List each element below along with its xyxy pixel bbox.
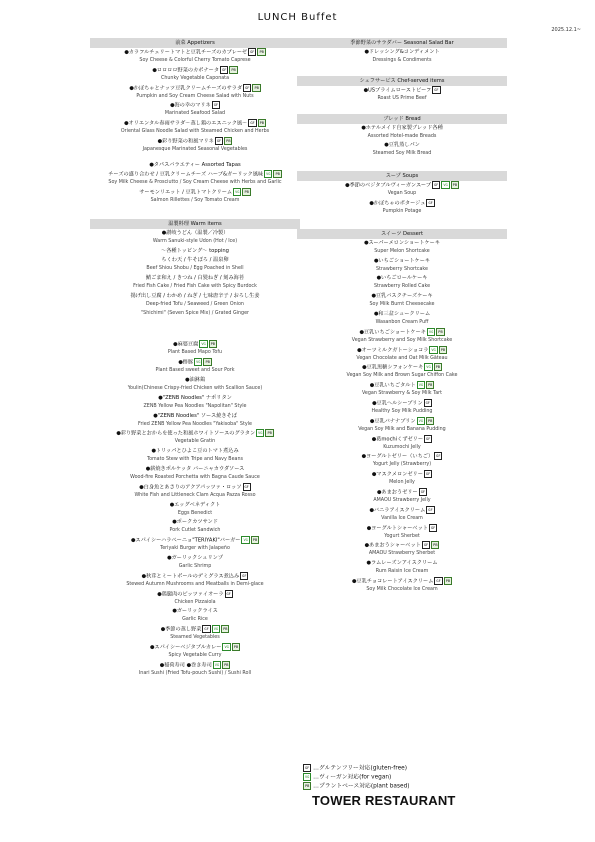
soup-item-name [297, 199, 507, 208]
udon-item-name [90, 292, 300, 301]
brand-logo-text: TOWER RESTAURANT [312, 793, 456, 808]
warm-item-name [90, 643, 300, 652]
warm-item-en: Steamed Vegetables [170, 635, 220, 641]
warm-item-jp: ●鶏腿肉のピッツァイオーラ [157, 591, 224, 598]
warm-item-name [90, 607, 300, 616]
udon-item-name [90, 247, 300, 256]
soup-item-en: Vegan Soup [387, 191, 417, 197]
appetizer-item-name [90, 48, 300, 57]
dessert-item-jp: ●オーツミルクガトーショコラ [356, 347, 429, 354]
bread-item-jp: ●豆乳蒸しパン [384, 142, 420, 149]
dessert-item-en: Healthy Soy Milk Pudding [371, 408, 433, 414]
vegan-icon: VG [258, 431, 263, 436]
warm-item-en: Vegetable Gratin [174, 439, 216, 445]
warm-item-name [90, 661, 300, 670]
tapas-item-en: Soy Milk Cheese & Prosciutto / Soy Cream Cheese with Herbs and Garlic [108, 179, 282, 185]
dessert-item-jp: ●豆乳ヘルシープリン [372, 400, 423, 407]
warm-item-name [90, 625, 300, 634]
chef-item-en: Roast US Prime Beef [377, 95, 427, 101]
appetizer-item-en: Soy Cheese & Colorful Cherry Tomato Caprese [139, 58, 251, 63]
soup-item-name [297, 181, 507, 190]
dessert-item-jp: ●豆乳バナナプリン [369, 418, 416, 425]
vegan-icon: VG [235, 189, 240, 194]
dessert-item-en: Soy Milk Chocolate Ice Cream [366, 586, 438, 592]
dessert-item-jp: ●あまおうゼリー [376, 489, 418, 496]
plant-based-icon: PB [452, 183, 457, 188]
appetizer-item-jp: ●彩り野菜の和風マリネ [157, 138, 214, 145]
warm-item-jp: ●薪焼きポルケッタ バーニャカウダソース [145, 465, 245, 472]
vegan-icon: VG [243, 538, 248, 543]
dessert-item-name [297, 381, 507, 390]
dessert-item-jp: ●葛mochiくずゼリー [371, 436, 424, 443]
dessert-item-en: Yogurt Jelly (Strawberry) [372, 462, 432, 468]
warm-item-jp: ●麻婆豆腐 [173, 341, 199, 348]
bread-item-en: Steamed Soy Milk Bread [372, 151, 432, 157]
warm-item-jp: ●スパイシーハラペーニョ"TERIYAKI"バーガー [130, 537, 241, 544]
udon-item-jp: ～各種トッピング～ topping [161, 248, 229, 255]
gluten-free-icon: GF [222, 67, 227, 72]
warm-item-name [90, 447, 300, 456]
spacer [90, 318, 300, 340]
udon-item-name [90, 256, 300, 265]
left-column [90, 38, 300, 679]
soup-item-en: Pumpkin Potage [382, 208, 422, 214]
gluten-free-icon: GF [204, 627, 209, 632]
gluten-free-icon: GF [426, 436, 431, 441]
udon-item-jp: ちくわ天 / 牛そぼろ / 温泉卵 [161, 257, 229, 264]
warm-item-jp: ●季節の蒸し野菜 [160, 626, 202, 633]
dessert-item-name [297, 274, 507, 283]
udon-item-en: Fried Fish Cake / Fried Fish Cake with Spicy Burdock [133, 283, 257, 289]
dessert-item-name [297, 524, 507, 533]
dessert-item-jp: ●豆乳いちごショートケーキ [359, 329, 426, 336]
page-title: LUNCH Buffet [257, 12, 338, 23]
warm-item-jp: ●トリッパとひよこ豆のトマト煮込み [151, 448, 239, 455]
appetizer-item-en: Japanesque Marinated Seasonal Vegetables [142, 146, 248, 152]
spacer [297, 159, 507, 171]
section-header-dessert: スイーツ Dessert [297, 229, 507, 239]
plant-based-icon: PB [438, 329, 443, 334]
gluten-free-icon: GF [428, 200, 433, 205]
dessert-item-en: Strawberry Rolled Cake [373, 284, 431, 290]
gluten-free-icon: GF [434, 183, 439, 188]
gluten-free-icon: GF [244, 484, 249, 489]
warm-item-en: Tomato Stew with Tripe and Navy Beans [146, 457, 244, 463]
dessert-item-name [297, 435, 507, 444]
udon-item-jp: 鯖ごま和え / きつね / 白髪ねぎ / 刻み海苔 [145, 274, 245, 281]
gluten-free-icon: GF [226, 591, 231, 596]
warm-item-en: Garlic Shrimp [178, 563, 212, 569]
warm-item-en: Wood-fire Roasted Porchetta with Bagna Caude Sauce [130, 474, 260, 480]
warm-item-name [90, 590, 300, 599]
appetizer-item-jp: ●カラフルチェリートマトと豆乳チーズのカプレーゼ [124, 49, 248, 56]
gluten-free-icon: GF [245, 85, 250, 90]
vegan-icon: VG [196, 360, 201, 365]
chef-item-name [297, 86, 507, 95]
dessert-item-jp: ●マスクメロンゼリー [371, 471, 423, 478]
warm-item-jp: ●ガーリックライス [172, 608, 218, 615]
spacer [90, 205, 300, 219]
bread-item-name [297, 141, 507, 150]
udon-item-en: Deep-fried Tofu / Seaweed / Green Onion [146, 301, 244, 307]
dessert-item-name [297, 292, 507, 301]
plant-based-icon: PB [223, 627, 228, 632]
dessert-item-jp: ●バニラアイスクリーム [369, 507, 426, 514]
tapas-item-jp: チーズの盛り合わせ / 豆乳クリームチーズ ハーブ&ガーリック風味 [108, 171, 264, 178]
warm-item-jp: ●白身魚とあさりのアクアパッツァ・ロッソ [139, 484, 242, 491]
spacer [297, 217, 507, 229]
plant-based-icon: PB [435, 365, 440, 370]
gluten-free-icon: GF [305, 766, 310, 770]
plant-based-icon: PB [244, 189, 249, 194]
plant-based-icon: PB [210, 342, 215, 347]
warm-item-name [90, 501, 300, 510]
dessert-item-jp: ●ラムレーズンアイスクリーム [366, 560, 438, 567]
warm-item-en: Spicy Vegetable Curry [168, 652, 222, 658]
plant-based-icon: PB [427, 418, 433, 423]
dessert-item-en: Wasanbon Cream Puff [375, 319, 429, 325]
warm-item-name [90, 572, 300, 581]
dessert-item-name [297, 452, 507, 461]
dessert-item-name [297, 363, 507, 372]
dessert-item-name [297, 541, 507, 550]
warm-item-jp: ●油淋鶏 [184, 376, 206, 383]
warm-item-en: White Fish and Littleneck Clam Acqua Pazza Rosso [134, 492, 256, 498]
right-column [297, 38, 507, 595]
dessert-item-jp: ●スーパーメロンショートケーキ [363, 239, 441, 246]
dessert-item-name [297, 346, 507, 355]
vegan-icon: VG [418, 383, 424, 388]
tapas-item-name [90, 188, 300, 197]
plant-based-icon: PB [259, 50, 264, 54]
warm-item-en: Plant Based sweet and Sour Pork [155, 368, 235, 374]
warm-item-name [90, 483, 300, 492]
plant-based-icon: PB [233, 644, 239, 649]
udon-item-en: "Shichimi" (Seven Spice Mix) / Grated Ginger [140, 310, 250, 316]
gluten-free-icon: GF [434, 87, 439, 92]
appetizer-item-name [90, 66, 300, 75]
dessert-item-en: Rum Raisin Ice Cream [375, 569, 429, 575]
warm-item-en: ZENB Yellow Pea Noodles "Napolitan" Style [143, 403, 247, 409]
appetizer-item-name [90, 84, 300, 93]
udon-item-jp: 揚げ出し豆腐 / わかめ / ねぎ / 七味唐辛子 / おろし生姜 [130, 292, 260, 299]
dessert-item-name [297, 488, 507, 497]
legend-vg [302, 773, 502, 782]
dessert-item-jp: ●ヨーグルトシャーベット [366, 525, 428, 532]
warm-item-en: Inari Sushi (Fried Tofu-pouch Sushi) / Sushi Roll [138, 670, 252, 676]
warm-item-name [90, 394, 300, 403]
dessert-item-jp: ●いちごショートケーキ [373, 257, 431, 264]
gluten-free-icon: GF [420, 489, 426, 494]
dessert-item-jp: ●いちごロールケーキ [376, 275, 428, 282]
warm-item-name [90, 465, 300, 474]
gluten-free-icon: GF [428, 507, 433, 512]
warm-item-en: Pork Cutlet Sandwich [169, 528, 221, 534]
vegan-icon: VG [266, 171, 271, 176]
plant-based-icon: PB [252, 538, 258, 543]
gluten-free-icon: GF [436, 578, 441, 583]
udon-item-en: Warm Sanuki-style Udon (Hot / Ice) [152, 239, 238, 245]
dessert-item-jp: ●ヨーグルトゼリー（いちご） [361, 453, 434, 460]
legend-gf [302, 764, 502, 773]
gluten-free-icon: GF [431, 525, 436, 530]
dietary-legend [302, 764, 502, 791]
warm-item-en: Garlic Rice [182, 617, 208, 623]
dessert-item-en: Strawberry Shortcake [376, 266, 428, 272]
dessert-item-en: Kuzumochi Jelly [383, 444, 421, 450]
soup-item-jp: ●かぼちゃのポタージュ [369, 200, 426, 207]
salad-item-jp: ●ドレッシング&コンディメント [364, 49, 440, 55]
tapas-title: ●タパスバラエティー Assorted Tapas [149, 161, 241, 168]
dessert-item-en: Vegan Chocolate and Oat Milk Gâteau [356, 355, 448, 361]
section-header-chef: シェフサービス Chef-served items [297, 76, 507, 86]
dessert-item-jp: ●和三盆シュークリーム [373, 310, 431, 317]
dessert-item-en: Vegan Soy Milk and Banana Pudding [358, 426, 446, 432]
warm-item-name [90, 340, 300, 349]
gluten-free-icon: GF [213, 103, 219, 108]
appetizer-item-name [90, 101, 300, 110]
bread-item-name [297, 124, 507, 133]
warm-item-jp: ●ガーリックシュリンプ [166, 554, 224, 561]
gluten-free-icon: GF [425, 472, 431, 477]
appetizer-item-en: Marinated Seafood Salad [164, 111, 226, 117]
dessert-item-en: Vegan Strawberry & Soy Milk Tart [361, 391, 443, 397]
warm-item-jp: ●秋茸とミートボールのデミグラス煮込み [141, 573, 240, 580]
menu-date: 2025.12.1~ [551, 27, 581, 33]
dessert-item-name [297, 559, 507, 568]
dessert-item-jp: ●豆乳バスクチーズケーキ [371, 293, 433, 300]
plant-based-icon: PB [433, 543, 438, 548]
dessert-item-en: Yogurt Sherbet [384, 533, 420, 539]
plant-based-icon: PB [231, 67, 236, 72]
dessert-item-name [297, 399, 507, 408]
legend-pb-text: …プラントベース対応(plant based) [313, 783, 410, 790]
warm-item-jp: ●稲荷寿司 ●巻き寿司 [159, 662, 212, 669]
warm-item-jp: ●彩り野菜とおからを使った和風ホワイトソースのグラタン [116, 430, 256, 437]
warm-item-name [90, 376, 300, 385]
vegan-icon: VG [213, 627, 219, 632]
plant-based-icon: PB [445, 578, 451, 583]
dessert-item-name [297, 577, 507, 586]
dessert-item-en: Soy Milk Burnt Cheesecake [369, 302, 435, 308]
legend-gf-text: …グルテンフリー対応(gluten-free) [313, 765, 407, 772]
plant-based-icon: PB [440, 347, 446, 352]
dessert-item-en: AMAOU Strawberry Sherbet [368, 551, 436, 557]
appetizer-item-jp: ●かぼちゃとナッツ豆乳クリームチーズのサラダ [129, 85, 243, 92]
warm-item-jp: ●"ZENB Noodles" ナポリタン [158, 394, 232, 401]
gluten-free-icon: GF [242, 573, 247, 578]
section-header-soup: スープ Soups [297, 171, 507, 181]
dessert-item-en: Melon Jelly [389, 480, 415, 486]
plant-based-icon: PB [275, 171, 280, 176]
vegan-icon: VG [428, 329, 434, 334]
dessert-item-en: Super Melon Shortcake [374, 248, 430, 254]
gluten-free-icon: GF [425, 400, 430, 405]
legend-pb [302, 782, 502, 791]
salad-item-name [297, 48, 507, 57]
warm-item-name [90, 518, 300, 527]
spacer [297, 66, 507, 76]
plant-based-icon: PB [254, 85, 259, 90]
warm-item-en: Fried ZENB Yellow Pea Noodles "Yakisoba" Style [138, 421, 252, 427]
appetizer-item-en: Oriental Glass Noodle Salad with Steamed Chicken and Herbs [120, 129, 270, 135]
salad-item-en: Dressings & Condiments [372, 58, 432, 63]
bread-item-en: Assorted Hotel-made Breads [367, 133, 437, 139]
tapas-item-name [90, 170, 300, 179]
appetizer-item-name [90, 137, 300, 146]
appetizer-item-jp: ●ロロロロ野菜のカポナータ [152, 67, 220, 74]
warm-item-jp: ●"ZENB Noodles" ソース焼きそば [153, 412, 237, 419]
warm-item-en: Chicken Pizzaiola [174, 599, 216, 605]
section-header-appetizers: 前菜 Appetizers [90, 38, 300, 48]
dessert-item-en: Vanilla Ice Cream [381, 515, 423, 521]
udon-item-en: Beef Shiou Shobu / Egg Poached in Shell [146, 266, 244, 272]
warm-item-en: Plant Based Mapo Tofu [167, 350, 223, 356]
udon-item-jp: ●讃岐うどん（温製／冷製） [161, 230, 229, 237]
warm-item-name [90, 412, 300, 421]
gluten-free-icon: GF [250, 50, 255, 54]
warm-item-en: Eggs Benedict [177, 510, 213, 516]
dessert-item-name [297, 470, 507, 479]
gluten-free-icon: GF [250, 121, 255, 126]
appetizer-item-jp: ●オリエンタル春雨サラダ～蒸し鶏のエスニック風～ [124, 120, 248, 127]
plant-based-icon: PB [226, 138, 231, 143]
legend-vg-text: …ヴィーガン対応(for vegan) [313, 774, 392, 781]
warm-item-name [90, 429, 300, 438]
spacer [297, 104, 507, 114]
warm-item-en: Stewed Autumn Mushrooms and Meatballs in Demi-glace [126, 581, 264, 587]
dessert-item-name [297, 417, 507, 426]
plant-based-icon: PB [259, 121, 264, 126]
plant-based-icon: PB [305, 784, 310, 788]
vegan-icon: VG [201, 342, 206, 347]
plant-based-icon: PB [428, 383, 433, 388]
gluten-free-icon: GF [423, 543, 429, 548]
appetizer-item-en: Chunky Vegetable Caponata [160, 75, 230, 81]
section-header-bread: ブレッド Bread [297, 114, 507, 124]
vegan-icon: VG [426, 365, 431, 370]
appetizer-item-en: Pumpkin and Soy Cream Cheese Salad with Nuts [136, 93, 254, 99]
appetizer-item-name [90, 119, 300, 128]
dessert-item-name [297, 328, 507, 337]
vegan-icon: VG [443, 183, 448, 188]
dessert-item-name [297, 310, 507, 319]
dessert-item-jp: ●豆乳黒糖シフォンケーキ [362, 364, 424, 371]
vegan-icon: VG [431, 347, 436, 352]
warm-item-jp: ●エッグベネディクト [169, 501, 221, 508]
dessert-item-name [297, 506, 507, 515]
dessert-item-en: AMAOU Strawberry Jelly [373, 497, 431, 503]
udon-item-name [90, 229, 300, 238]
warm-item-name [90, 536, 300, 545]
dessert-item-name [297, 239, 507, 248]
vegan-icon: VG [305, 775, 310, 779]
gluten-free-icon: GF [216, 138, 222, 143]
soup-item-jp: ●季節のベジタブルヴィーガンスープ [344, 182, 432, 189]
section-header-salad: 季節野菜のサラダバー Seasonal Salad Bar [297, 38, 507, 48]
dessert-item-en: Vegan Strawberry and Soy Milk Shortcake [351, 337, 453, 343]
dessert-item-jp: ●あまおうシャーベット [364, 542, 421, 549]
dessert-item-jp: ●豆乳いちごタルト [369, 382, 416, 389]
warm-item-en: Teriyaki Burger with Jalapeño [160, 546, 230, 552]
vegan-icon: VG [418, 418, 423, 423]
warm-item-jp: ●スパイシーベジタブルカレー [149, 644, 222, 651]
gluten-free-icon: GF [436, 454, 441, 459]
tapas-item-en: Salmon Rillettes / Soy Tomato Cream [150, 197, 240, 203]
dessert-item-en: Vegan Soy Milk and Brown Sugar Chiffon Cake [346, 373, 458, 379]
warm-item-name [90, 554, 300, 563]
udon-item-name [90, 274, 300, 283]
plant-based-icon: PB [205, 360, 210, 365]
vegan-icon: VG [214, 662, 220, 667]
tapas-item-jp: サーモンリエット / 豆乳トマトクリーム [139, 189, 233, 196]
bread-item-jp: ●ホテルメイド自家製ブレッド各種 [361, 124, 443, 131]
dessert-item-name [297, 257, 507, 266]
section-header-warm: 温製料理 Warm items [90, 219, 300, 229]
warm-item-en: Youlin(Chinese Crispy-fried Chicken with Scallion Sauce) [127, 385, 263, 391]
plant-based-icon: PB [224, 662, 229, 667]
chef-item-jp: ●USプライムローストビーフ [363, 87, 432, 94]
plant-based-icon: PB [267, 431, 272, 436]
appetizer-item-jp: ●海の幸のマリネ [169, 102, 211, 109]
dessert-item-jp: ●豆乳チョコレートアイスクリーム [351, 578, 434, 585]
vegan-icon: VG [224, 644, 229, 649]
warm-item-jp: ●酢豚 [178, 359, 194, 366]
warm-item-jp: ●ポークカツサンド [172, 519, 218, 526]
warm-item-name [90, 358, 300, 367]
